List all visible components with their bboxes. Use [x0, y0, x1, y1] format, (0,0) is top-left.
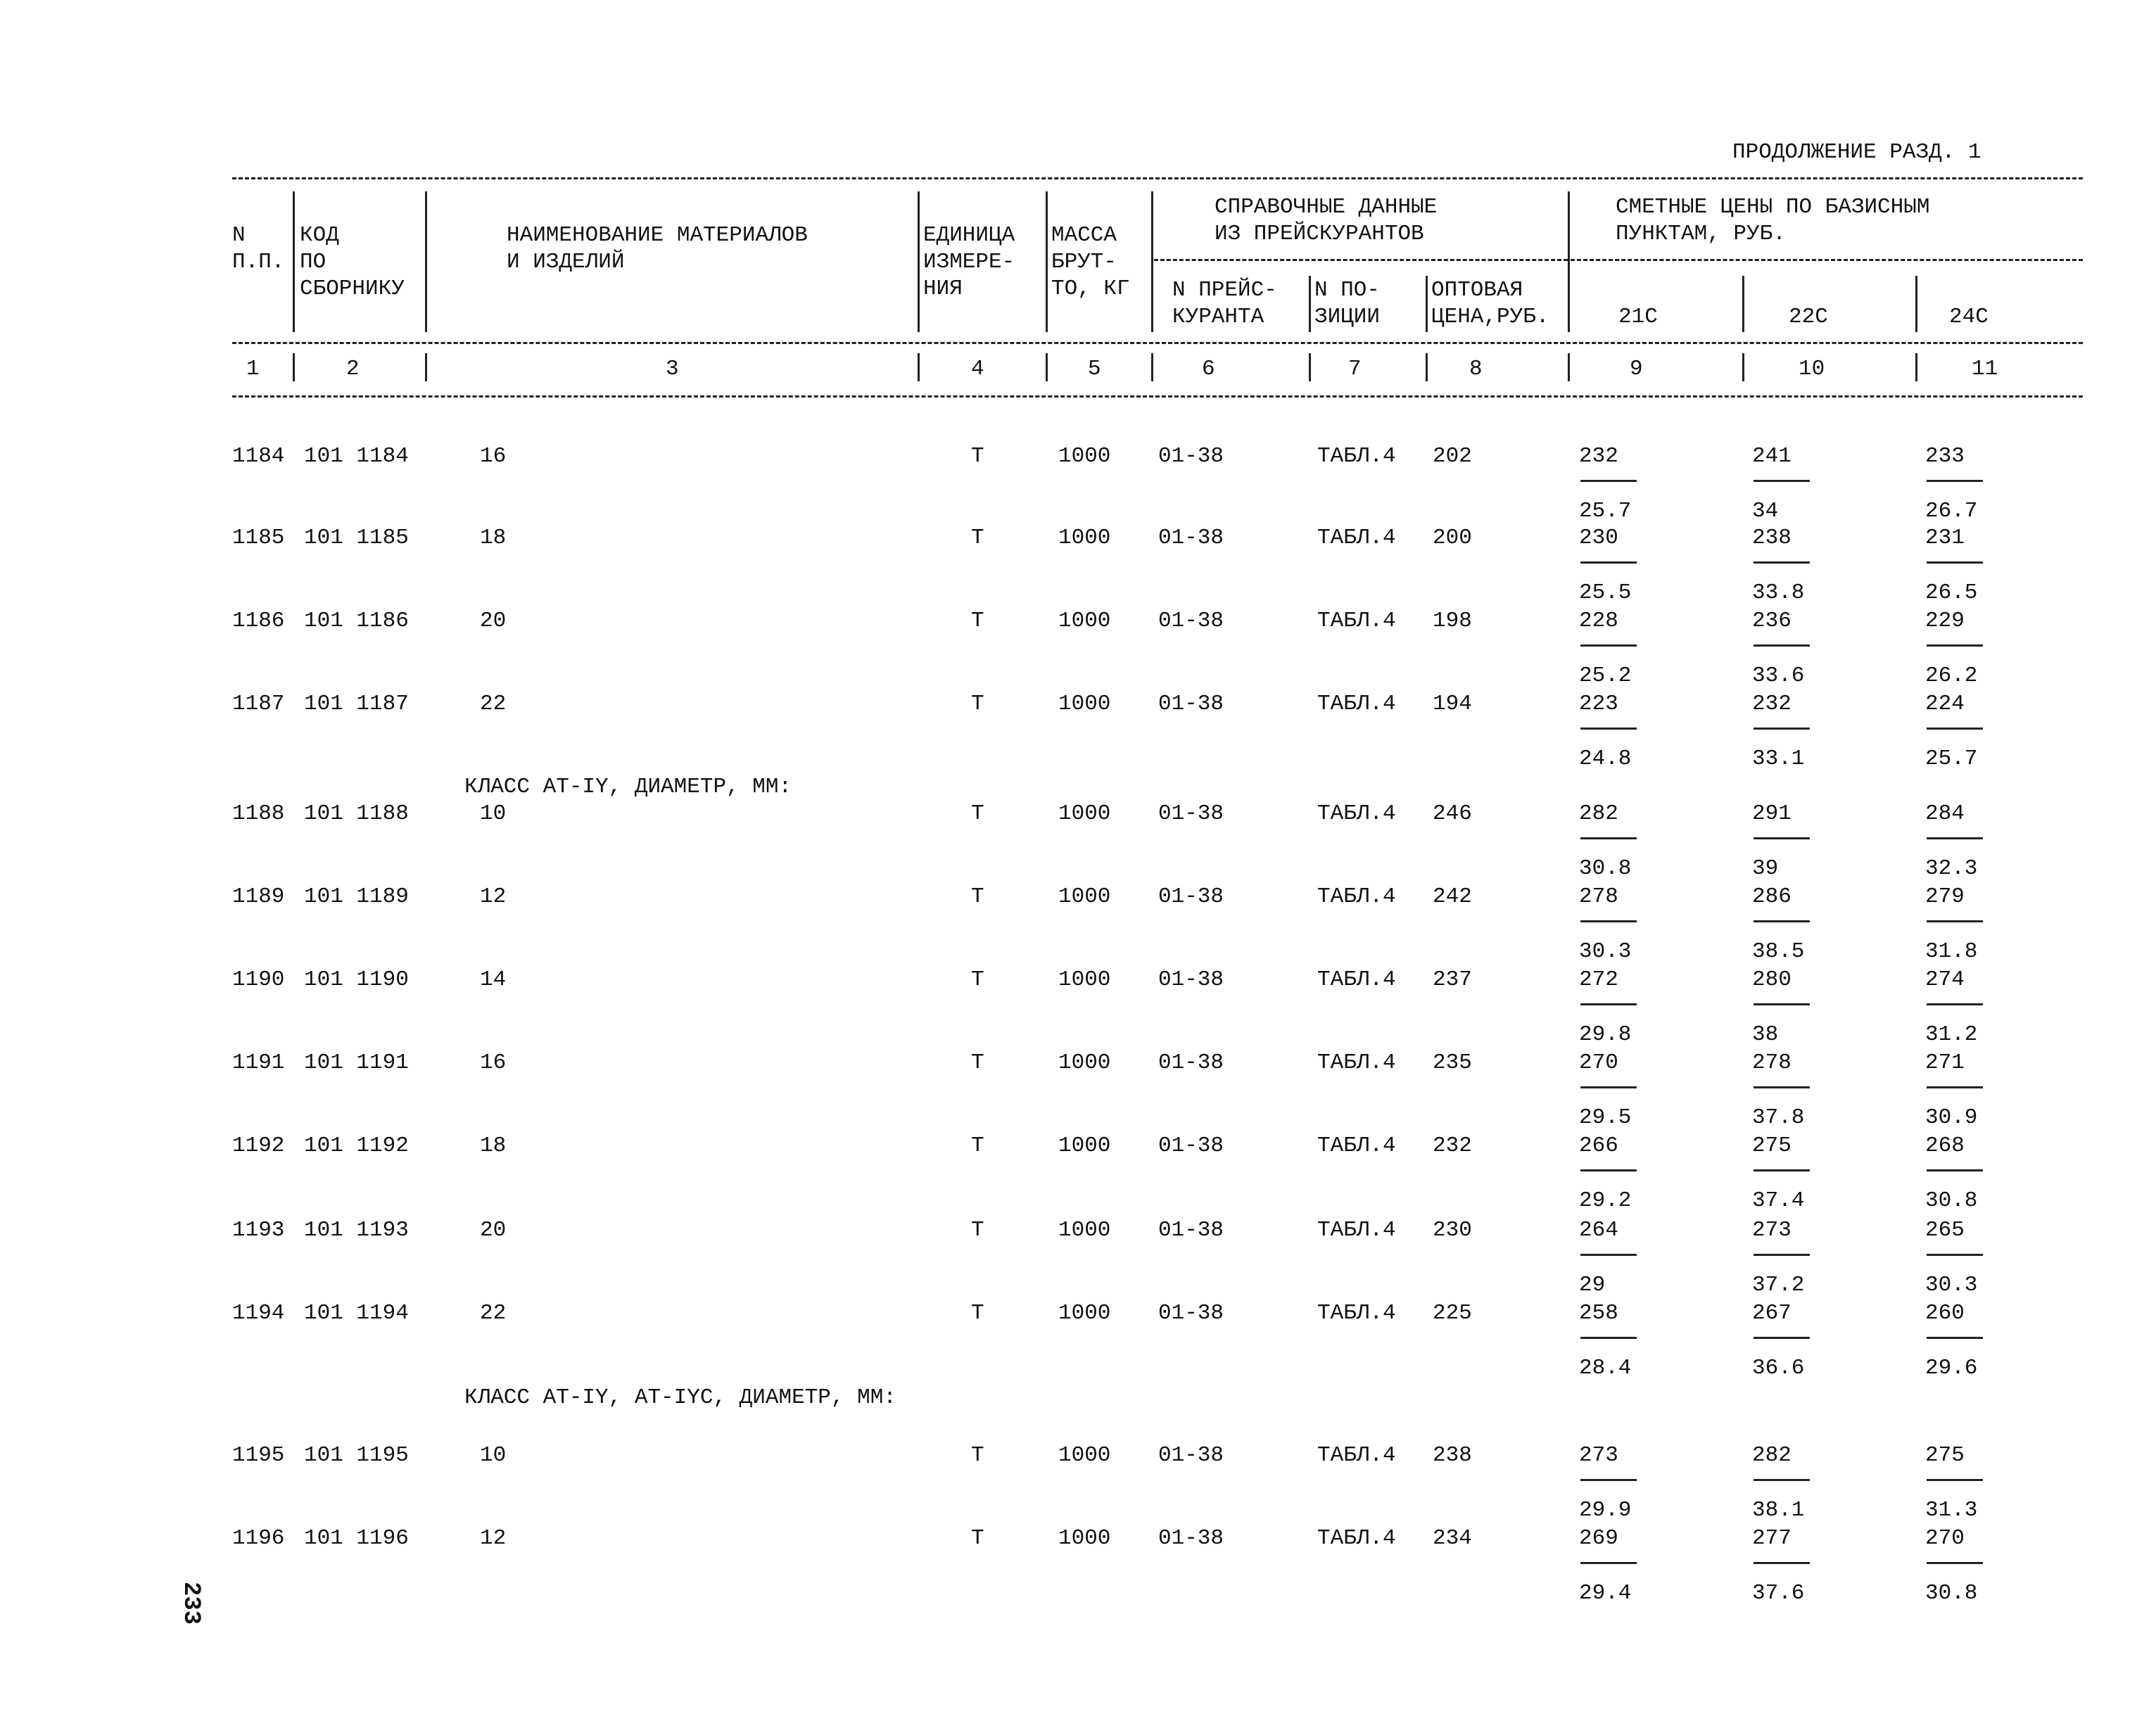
row-position: ТАБЛ.4 — [1317, 692, 1396, 716]
header-bottom-rule — [232, 395, 2083, 398]
row-wholesale-price: 237 — [1433, 967, 1472, 992]
row-price-22c-transport: 33.8 — [1752, 580, 1805, 605]
row-number: 1193 — [232, 1218, 285, 1243]
row-number: 1191 — [232, 1050, 285, 1075]
col-sep — [918, 353, 920, 381]
row-code: 101 1185 — [304, 526, 409, 550]
fraction-bar — [1580, 920, 1637, 922]
row-material-name: 20 — [480, 609, 507, 633]
col4-header-line1: ЕДИНИЦА — [923, 223, 1015, 248]
row-price-24c: 265 — [1925, 1218, 1965, 1243]
col8-header-line1: ОПТОВАЯ — [1431, 278, 1523, 303]
row-wholesale-price: 232 — [1433, 1133, 1472, 1158]
row-unit: Т — [971, 1301, 984, 1326]
col11-header: 24С — [1949, 305, 1989, 329]
ref-group-header-line2: ИЗ ПРЕЙСКУРАНТОВ — [1215, 222, 1424, 246]
row-mass: 1000 — [1058, 1526, 1111, 1551]
col7-header-line1: N ПО- — [1314, 278, 1381, 303]
col-sep — [425, 353, 427, 381]
row-material-name: 16 — [480, 444, 507, 469]
row-wholesale-price: 242 — [1433, 884, 1472, 909]
col-number: 1 — [246, 357, 260, 381]
fraction-bar — [1754, 1337, 1810, 1339]
fraction-bar — [1580, 1003, 1637, 1005]
row-position: ТАБЛ.4 — [1317, 526, 1396, 550]
row-price-21c: 264 — [1579, 1218, 1618, 1243]
col-number: 7 — [1348, 357, 1362, 381]
row-price-21c: 258 — [1579, 1301, 1618, 1326]
fraction-bar — [1580, 837, 1637, 839]
row-unit: Т — [971, 609, 984, 633]
col1-header-line1: N — [232, 223, 246, 248]
row-price-24c-transport: 30.8 — [1925, 1581, 1978, 1606]
fraction-bar — [1580, 480, 1637, 482]
row-material-name: 20 — [480, 1218, 507, 1243]
row-number: 1186 — [232, 609, 285, 633]
row-material-name: 22 — [480, 1301, 507, 1326]
row-mass: 1000 — [1058, 609, 1111, 633]
col-sep — [1151, 353, 1153, 381]
row-price-21c-transport: 28.4 — [1579, 1356, 1632, 1380]
fraction-bar — [1754, 480, 1810, 482]
row-position: ТАБЛ.4 — [1317, 1218, 1396, 1243]
row-price-24c-transport: 31.2 — [1925, 1022, 1978, 1047]
row-pricelist-number: 01-38 — [1158, 526, 1224, 550]
fraction-bar — [1754, 1086, 1810, 1088]
row-unit: Т — [971, 526, 984, 550]
col-number: 11 — [1972, 357, 1998, 381]
row-unit: Т — [971, 444, 984, 469]
price-group-header-line1: СМЕТНЫЕ ЦЕНЫ ПО БАЗИСНЫМ — [1616, 195, 1930, 220]
row-price-21c-transport: 29 — [1579, 1273, 1606, 1297]
row-material-name: 22 — [480, 692, 507, 716]
fraction-bar — [1580, 1337, 1637, 1339]
row-wholesale-price: 198 — [1433, 609, 1472, 633]
price-group-rule — [1571, 259, 2083, 261]
row-mass: 1000 — [1058, 884, 1111, 909]
row-position: ТАБЛ.4 — [1317, 1050, 1396, 1075]
col8-header-line2: ЦЕНА,РУБ. — [1431, 305, 1549, 329]
row-mass: 1000 — [1058, 1218, 1111, 1243]
row-price-22c: 236 — [1752, 609, 1792, 633]
row-price-22c-transport: 38.5 — [1752, 939, 1805, 964]
col-sep — [1915, 276, 1917, 332]
row-price-24c-transport: 29.6 — [1925, 1356, 1978, 1380]
row-price-24c: 279 — [1925, 884, 1965, 909]
row-price-21c: 278 — [1579, 884, 1618, 909]
row-price-21c-transport: 29.2 — [1579, 1188, 1632, 1213]
row-unit: Т — [971, 801, 984, 826]
ref-group-rule — [1154, 259, 1568, 261]
row-price-22c: 277 — [1752, 1526, 1792, 1551]
row-code: 101 1190 — [304, 967, 409, 992]
row-wholesale-price: 200 — [1433, 526, 1472, 550]
row-price-21c: 230 — [1579, 526, 1618, 550]
fraction-bar — [1580, 561, 1637, 564]
row-position: ТАБЛ.4 — [1317, 1133, 1396, 1158]
row-wholesale-price: 194 — [1433, 692, 1472, 716]
row-unit: Т — [971, 692, 984, 716]
col-sep — [425, 191, 427, 332]
row-price-21c: 266 — [1579, 1133, 1618, 1158]
col-sep — [293, 353, 295, 381]
fraction-bar — [1754, 1254, 1810, 1256]
row-material-name: 18 — [480, 1133, 507, 1158]
fraction-bar — [1580, 1169, 1637, 1171]
fraction-bar — [1580, 1479, 1637, 1481]
row-position: ТАБЛ.4 — [1317, 1301, 1396, 1326]
row-price-24c-transport: 25.7 — [1925, 747, 1978, 771]
row-price-21c: 273 — [1579, 1443, 1618, 1468]
row-price-22c: 278 — [1752, 1050, 1792, 1075]
row-material-name: 10 — [480, 801, 507, 826]
col-sep — [1426, 353, 1428, 381]
row-price-22c-transport: 37.8 — [1752, 1105, 1805, 1130]
col-sep — [1309, 353, 1311, 381]
row-mass: 1000 — [1058, 801, 1111, 826]
col5-header-line1: МАССА — [1051, 223, 1117, 248]
row-price-22c: 273 — [1752, 1218, 1792, 1243]
row-price-24c-transport: 31.3 — [1925, 1498, 1978, 1523]
row-code: 101 1193 — [304, 1218, 409, 1243]
row-code: 101 1194 — [304, 1301, 409, 1326]
row-price-21c-transport: 30.8 — [1579, 856, 1632, 881]
row-wholesale-price: 202 — [1433, 444, 1472, 469]
row-unit: Т — [971, 1526, 984, 1551]
fraction-bar — [1754, 644, 1810, 647]
row-price-24c: 229 — [1925, 609, 1965, 633]
fraction-bar — [1754, 1003, 1810, 1005]
row-unit: Т — [971, 884, 984, 909]
row-position: ТАБЛ.4 — [1317, 884, 1396, 909]
col-number: 4 — [971, 357, 984, 381]
col-number: 6 — [1202, 357, 1215, 381]
col-number: 9 — [1630, 357, 1643, 381]
row-mass: 1000 — [1058, 1443, 1111, 1468]
row-material-name: 16 — [480, 1050, 507, 1075]
row-mass: 1000 — [1058, 967, 1111, 992]
row-price-21c-transport: 29.4 — [1579, 1581, 1632, 1606]
col-number: 3 — [666, 357, 679, 381]
fraction-bar — [1754, 728, 1810, 730]
row-price-22c-transport: 38 — [1752, 1022, 1779, 1047]
fraction-bar — [1580, 644, 1637, 647]
row-price-22c: 275 — [1752, 1133, 1792, 1158]
col5-header-line2: БРУТ- — [1051, 250, 1117, 274]
row-price-24c-transport: 30.8 — [1925, 1188, 1978, 1213]
row-pricelist-number: 01-38 — [1158, 1218, 1224, 1243]
col6-header-line2: КУРАНТА — [1172, 305, 1264, 329]
row-material-name: 12 — [480, 1526, 507, 1551]
col-sep — [918, 191, 920, 332]
row-price-22c: 238 — [1752, 526, 1792, 550]
row-wholesale-price: 246 — [1433, 801, 1472, 826]
row-price-21c-transport: 25.7 — [1579, 499, 1632, 523]
col2-header-line1: КОД — [300, 223, 339, 248]
row-code: 101 1195 — [304, 1443, 409, 1468]
row-price-24c-transport: 30.9 — [1925, 1105, 1978, 1130]
col-sep — [1742, 276, 1744, 332]
row-price-22c-transport: 38.1 — [1752, 1498, 1805, 1523]
page-number: 233 — [177, 1582, 204, 1625]
row-mass: 1000 — [1058, 1301, 1111, 1326]
row-price-24c: 275 — [1925, 1443, 1965, 1468]
col2-header-line3: СБОРНИКУ — [300, 277, 405, 301]
row-mass: 1000 — [1058, 1050, 1111, 1075]
row-code: 101 1191 — [304, 1050, 409, 1075]
row-price-21c: 270 — [1579, 1050, 1618, 1075]
row-position: ТАБЛ.4 — [1317, 444, 1396, 469]
row-code: 101 1189 — [304, 884, 409, 909]
col3-header-line1: НАИМЕНОВАНИЕ МАТЕРИАЛОВ — [507, 223, 808, 248]
row-number: 1189 — [232, 884, 285, 909]
row-code: 101 1188 — [304, 801, 409, 826]
row-position: ТАБЛ.4 — [1317, 801, 1396, 826]
row-price-22c-transport: 34 — [1752, 499, 1779, 523]
fraction-bar — [1927, 480, 1983, 482]
col3-header-line2: И ИЗДЕЛИЙ — [507, 250, 625, 274]
row-price-22c-transport: 33.6 — [1752, 663, 1805, 688]
col-number: 10 — [1799, 357, 1825, 381]
col-sep — [1151, 191, 1153, 332]
row-unit: Т — [971, 1133, 984, 1158]
row-material-name: 12 — [480, 884, 507, 909]
col-sep — [293, 191, 295, 332]
row-price-22c: 282 — [1752, 1443, 1792, 1468]
row-material-name: 10 — [480, 1443, 507, 1468]
col9-header: 21С — [1618, 305, 1658, 329]
fraction-bar — [1927, 1086, 1983, 1088]
table-top-rule — [232, 177, 2083, 179]
row-price-21c: 223 — [1579, 692, 1618, 716]
row-pricelist-number: 01-38 — [1158, 692, 1224, 716]
fraction-bar — [1754, 837, 1810, 839]
row-price-24c: 260 — [1925, 1301, 1965, 1326]
row-unit: Т — [971, 1050, 984, 1075]
row-pricelist-number: 01-38 — [1158, 801, 1224, 826]
row-material-name: 18 — [480, 526, 507, 550]
fraction-bar — [1754, 1479, 1810, 1481]
row-price-21c-transport: 29.8 — [1579, 1022, 1632, 1047]
col-sep — [1568, 191, 1570, 332]
row-pricelist-number: 01-38 — [1158, 1526, 1224, 1551]
row-pricelist-number: 01-38 — [1158, 967, 1224, 992]
row-price-22c-transport: 36.6 — [1752, 1356, 1805, 1380]
section-label: КЛАСС АТ-IY, АТ-IYС, ДИАМЕТР, ММ: — [464, 1385, 896, 1410]
row-price-21c: 232 — [1579, 444, 1618, 469]
row-wholesale-price: 225 — [1433, 1301, 1472, 1326]
fraction-bar — [1927, 728, 1983, 730]
col6-header-line1: N ПРЕЙС- — [1172, 278, 1277, 303]
row-number: 1195 — [232, 1443, 285, 1468]
row-price-21c: 282 — [1579, 801, 1618, 826]
row-price-21c: 269 — [1579, 1526, 1618, 1551]
col7-header-line2: ЗИЦИИ — [1314, 305, 1381, 329]
continuation-title: ПРОДОЛЖЕНИЕ РАЗД. 1 — [1732, 140, 1981, 165]
fraction-bar — [1927, 837, 1983, 839]
row-price-21c: 272 — [1579, 967, 1618, 992]
row-price-22c-transport: 39 — [1752, 856, 1779, 881]
row-number: 1190 — [232, 967, 285, 992]
row-number: 1196 — [232, 1526, 285, 1551]
row-price-24c-transport: 26.2 — [1925, 663, 1978, 688]
col1-header-line2: П.П. — [232, 250, 285, 274]
row-pricelist-number: 01-38 — [1158, 1133, 1224, 1158]
fraction-bar — [1754, 1169, 1810, 1171]
row-mass: 1000 — [1058, 692, 1111, 716]
row-price-24c-transport: 26.7 — [1925, 499, 1978, 523]
row-wholesale-price: 234 — [1433, 1526, 1472, 1551]
fraction-bar — [1927, 644, 1983, 647]
row-position: ТАБЛ.4 — [1317, 609, 1396, 633]
row-mass: 1000 — [1058, 1133, 1111, 1158]
row-wholesale-price: 230 — [1433, 1218, 1472, 1243]
ref-group-header-line1: СПРАВОЧНЫЕ ДАННЫЕ — [1215, 195, 1438, 220]
row-price-21c-transport: 30.3 — [1579, 939, 1632, 964]
row-price-22c: 267 — [1752, 1301, 1792, 1326]
row-mass: 1000 — [1058, 444, 1111, 469]
row-code: 101 1184 — [304, 444, 409, 469]
row-price-22c: 241 — [1752, 444, 1792, 469]
fraction-bar — [1754, 561, 1810, 564]
col10-header: 22С — [1789, 305, 1828, 329]
price-group-header-line2: ПУНКТАМ, РУБ. — [1616, 222, 1786, 246]
row-price-24c: 268 — [1925, 1133, 1965, 1158]
row-price-21c: 228 — [1579, 609, 1618, 633]
row-code: 101 1192 — [304, 1133, 409, 1158]
row-price-22c: 280 — [1752, 967, 1792, 992]
col2-header-line2: ПО — [300, 250, 326, 274]
fraction-bar — [1754, 1562, 1810, 1564]
col4-header-line3: НИЯ — [923, 277, 963, 301]
col4-header-line2: ИЗМЕРЕ- — [923, 250, 1015, 274]
row-wholesale-price: 235 — [1433, 1050, 1472, 1075]
row-material-name: 14 — [480, 967, 507, 992]
row-price-22c-transport: 33.1 — [1752, 747, 1805, 771]
row-price-24c: 284 — [1925, 801, 1965, 826]
row-code: 101 1196 — [304, 1526, 409, 1551]
fraction-bar — [1580, 1086, 1637, 1088]
col-sep — [1426, 276, 1428, 332]
fraction-bar — [1927, 1562, 1983, 1564]
fraction-bar — [1927, 920, 1983, 922]
fraction-bar — [1580, 1562, 1637, 1564]
row-price-22c-transport: 37.4 — [1752, 1188, 1805, 1213]
fraction-bar — [1580, 1254, 1637, 1256]
fraction-bar — [1927, 1169, 1983, 1171]
row-price-21c-transport: 25.5 — [1579, 580, 1632, 605]
row-position: ТАБЛ.4 — [1317, 1526, 1396, 1551]
col-number: 5 — [1088, 357, 1101, 381]
header-divider — [232, 342, 2083, 344]
row-unit: Т — [971, 1218, 984, 1243]
row-price-22c: 286 — [1752, 884, 1792, 909]
row-pricelist-number: 01-38 — [1158, 444, 1224, 469]
row-price-21c-transport: 29.9 — [1579, 1498, 1632, 1523]
row-price-22c-transport: 37.6 — [1752, 1581, 1805, 1606]
col-number: 2 — [346, 357, 360, 381]
row-pricelist-number: 01-38 — [1158, 884, 1224, 909]
row-price-21c-transport: 25.2 — [1579, 663, 1632, 688]
col-number: 8 — [1469, 357, 1483, 381]
row-price-22c-transport: 37.2 — [1752, 1273, 1805, 1297]
row-wholesale-price: 238 — [1433, 1443, 1472, 1468]
row-number: 1185 — [232, 526, 285, 550]
section-label: КЛАСС АТ-IY, ДИАМЕТР, ММ: — [464, 775, 792, 799]
row-unit: Т — [971, 1443, 984, 1468]
col-sep — [1046, 191, 1048, 332]
row-pricelist-number: 01-38 — [1158, 1050, 1224, 1075]
row-price-24c: 274 — [1925, 967, 1965, 992]
row-price-21c-transport: 24.8 — [1579, 747, 1632, 771]
fraction-bar — [1927, 1254, 1983, 1256]
row-price-24c-transport: 26.5 — [1925, 580, 1978, 605]
row-number: 1192 — [232, 1133, 285, 1158]
row-price-24c: 271 — [1925, 1050, 1965, 1075]
fraction-bar — [1580, 728, 1637, 730]
row-price-24c: 224 — [1925, 692, 1965, 716]
row-number: 1194 — [232, 1301, 285, 1326]
row-mass: 1000 — [1058, 526, 1111, 550]
col-sep — [1742, 353, 1744, 381]
row-position: ТАБЛ.4 — [1317, 967, 1396, 992]
row-number: 1188 — [232, 801, 285, 826]
fraction-bar — [1927, 1479, 1983, 1481]
row-price-24c-transport: 30.3 — [1925, 1273, 1978, 1297]
fraction-bar — [1927, 1337, 1983, 1339]
row-price-24c-transport: 32.3 — [1925, 856, 1978, 881]
fraction-bar — [1927, 1003, 1983, 1005]
row-position: ТАБЛ.4 — [1317, 1443, 1396, 1468]
row-price-21c-transport: 29.5 — [1579, 1105, 1632, 1130]
row-price-22c: 291 — [1752, 801, 1792, 826]
col5-header-line3: ТО, КГ — [1051, 277, 1130, 301]
col-sep — [1568, 353, 1570, 381]
col-sep — [1915, 353, 1917, 381]
row-pricelist-number: 01-38 — [1158, 1443, 1224, 1468]
col-sep — [1309, 276, 1311, 332]
row-unit: Т — [971, 967, 984, 992]
row-price-22c: 232 — [1752, 692, 1792, 716]
row-code: 101 1186 — [304, 609, 409, 633]
row-price-24c: 233 — [1925, 444, 1965, 469]
row-price-24c-transport: 31.8 — [1925, 939, 1978, 964]
row-code: 101 1187 — [304, 692, 409, 716]
row-number: 1184 — [232, 444, 285, 469]
row-pricelist-number: 01-38 — [1158, 1301, 1224, 1326]
fraction-bar — [1754, 920, 1810, 922]
row-pricelist-number: 01-38 — [1158, 609, 1224, 633]
row-price-24c: 231 — [1925, 526, 1965, 550]
fraction-bar — [1927, 561, 1983, 564]
col-sep — [1046, 353, 1048, 381]
row-price-24c: 270 — [1925, 1526, 1965, 1551]
row-number: 1187 — [232, 692, 285, 716]
